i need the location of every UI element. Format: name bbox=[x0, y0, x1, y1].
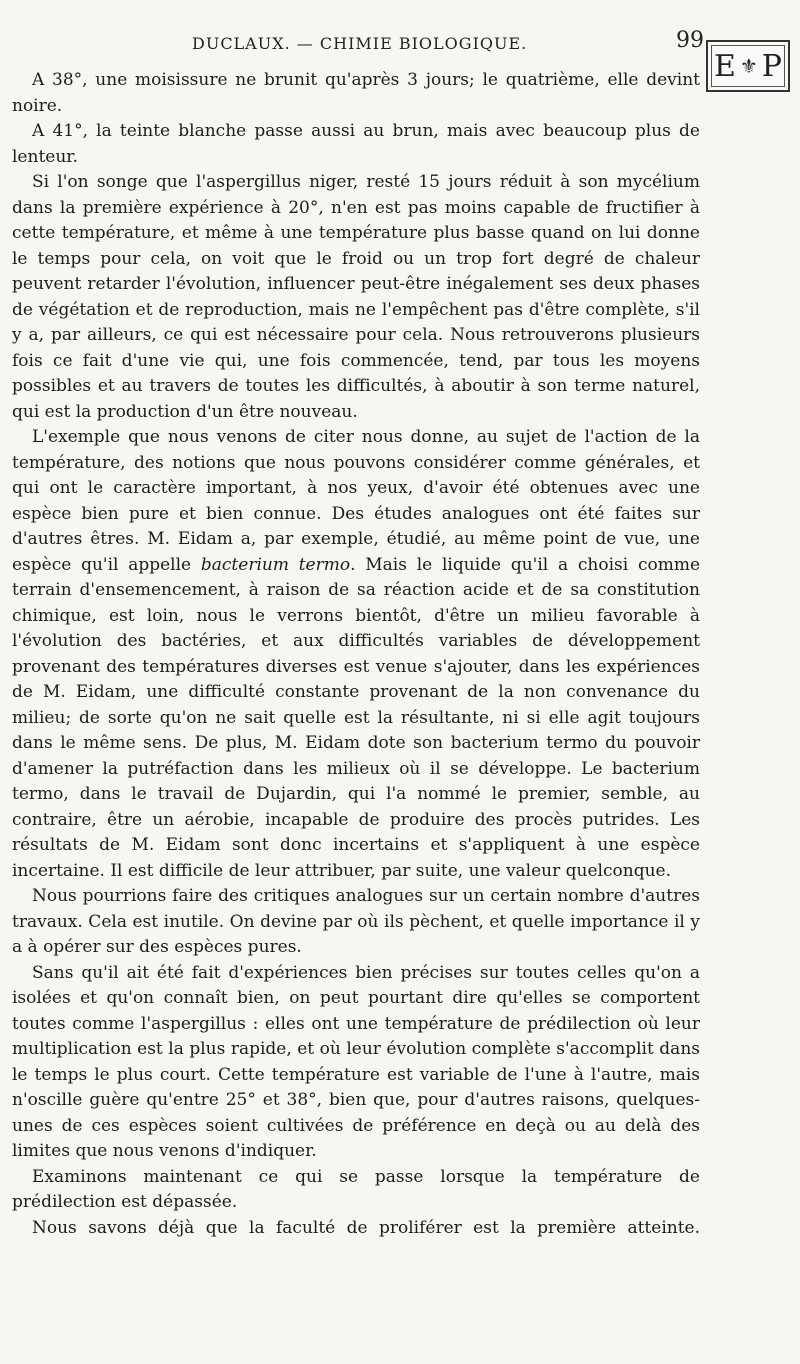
paragraph-text: L'exemple que nous venons de citer nous donne, au sujet de l'action de la température, des notions que nous pouvons considérer comme générales, et qui ont le caractère important, à nos yeux, d'avoir été obtenues avec une espèce bien pure et bien connue. Des études analogues ont été faites sur d'autres êtres. M. Eidam a, par exemple, étudié, au même point de vue, une espèce qu'il appelle bbox=[12, 427, 700, 575]
page-header bbox=[0, 30, 800, 60]
library-stamp bbox=[706, 40, 790, 92]
paragraph: A 38°, une moisissure ne brunit qu'après 3 jours; le quatrième, elle devint noire. bbox=[12, 70, 700, 116]
running-head: DUCLAUX. — CHIMIE BIOLOGIQUE. bbox=[192, 34, 528, 53]
stamp-frame bbox=[711, 45, 785, 87]
paragraph: A 41°, la teinte blanche passe aussi au brun, mais avec beaucoup plus de lenteur. bbox=[12, 121, 700, 167]
paragraph: Nous savons déjà que la faculté de proliférer est la première atteinte. bbox=[32, 1217, 700, 1238]
paragraph-with-species bbox=[12, 425, 700, 884]
paragraph: Nous pourrions faire des critiques analogues sur un certain nombre d'autres travaux. Cela est inutile. On devine par où ils pèchent, et quelle importance il y a à opérer sur des espèces pures. bbox=[12, 886, 700, 957]
page-number: 99 bbox=[676, 28, 704, 53]
stamp-letter-p: P bbox=[761, 48, 782, 84]
stamp-letter-e: E bbox=[713, 48, 736, 84]
body-text bbox=[12, 68, 700, 1241]
fleur-de-lis-icon: ⚜ bbox=[739, 54, 758, 78]
paragraph: Si l'on songe que l'aspergillus niger, resté 15 jours réduit à son mycélium dans la première expérience à 20°, n'en est pas moins capable de fructifier à cette température, et même à une température plus basse quand on lui donne le temps pour cela, on voit que le froid ou un trop fort degré de chaleur peuvent retarder l'évolution, influencer peut-être inégalement ses deux phases de végétation et de reproduction, mais ne l'empêchent pas d'être complète, s'il y a, par ailleurs, ce qui est nécessaire pour cela. Nous retrouverons plusieurs fois ce fait d'une vie qui, une fois commencée, tend, par tous les moyens possibles et au travers de toutes les difficultés, à aboutir à son terme naturel, qui est la production d'un être nouveau. bbox=[12, 172, 700, 422]
paragraph: Examinons maintenant ce qui se passe lorsque la température de prédilection est dépassée. bbox=[12, 1166, 700, 1212]
species-name: bacterium termo bbox=[200, 554, 351, 575]
paragraph: Sans qu'il ait été fait d'expériences bien précises sur toutes celles qu'on a isolées et qu'on connaît bien, on peut pourtant dire qu'elles se comportent toutes comme l'aspergillus : elles ont une température de prédilection où leur multiplication est la plus rapide, et où leur évolution complète s'accomplit dans le temps le plus court. Cette température est variable de l'une à l'autre, mais n'oscille guère qu'entre 25° et 38°, bien que, pour d'autres raisons, quelques-unes de ces espèces soient cultivées de préférence en deçà ou au delà des limites que nous venons d'indiquer. bbox=[12, 962, 700, 1161]
paragraph-text: . Mais le liquide qu'il a choisi comme terrain d'ensemencement, à raison de sa réaction acide et de sa constitution chimique, est loin, nous le verrons bientôt, d'être un milieu favorable à l'évolution des bactéries, et aux difficultés variables de développement provenant des températures diverses est venue s'ajouter, dans les expériences de M. Eidam, une difficulté constante provenant de la non convenance du milieu; de sorte qu'on ne sait quelle est la résultante, ni si elle agit toujours dans le même sens. De plus, M. Eidam dote son bacterium termo du pouvoir d'amener la putréfaction dans les milieux où il se développe. Le bacterium termo, dans le travail de Dujardin, qui l'a nommé le premier, semble, au contraire, être un aérobie, incapable de produire des procès putrides. Les résultats de M. Eidam sont donc incertains et s'appliquent à une espèce incertaine. Il est difficile de leur attribuer, par suite, une valeur quelconque. bbox=[12, 554, 701, 881]
